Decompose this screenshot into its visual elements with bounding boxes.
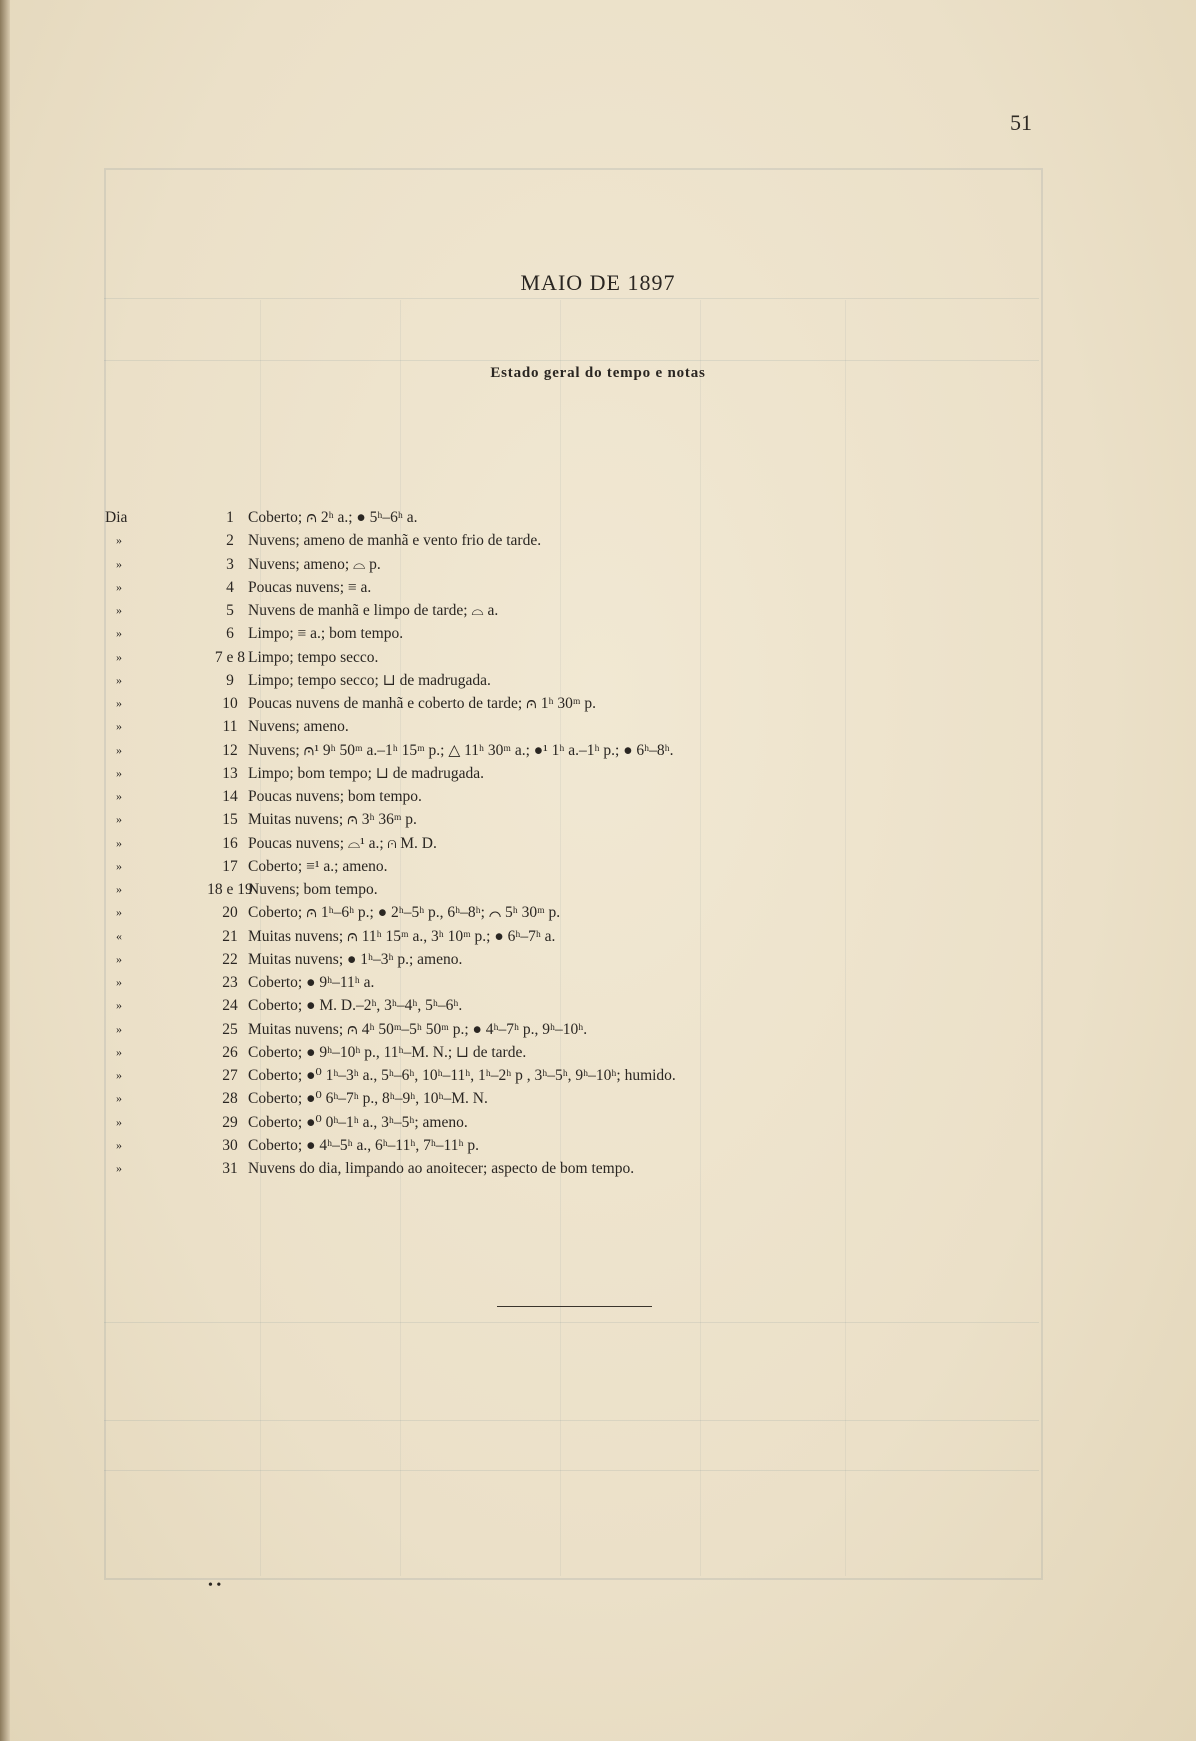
- list-item: [100, 529, 1080, 552]
- list-item: [100, 715, 1080, 738]
- ditto-mark: »: [116, 649, 122, 664]
- day-number: 9: [226, 671, 234, 689]
- weather-note: Nuvens; ameno; ⌓ p.: [248, 555, 381, 573]
- day-number: 22: [222, 950, 238, 968]
- weather-note: Coberto; ⩀ 2ʰ a.; ● 5ʰ–6ʰ a.: [248, 509, 418, 526]
- ditto-mark: »: [116, 905, 122, 920]
- ditto-mark: »: [116, 603, 122, 617]
- ditto-mark: »: [116, 719, 122, 734]
- list-item: [100, 901, 1080, 924]
- list-item: [100, 576, 1080, 599]
- weather-note: Nuvens; ⩀¹ 9ʰ 50ᵐ a.–1ʰ 15ᵐ p.; △ 11ʰ 30ᵐ a.; ●¹ 1ʰ a.–1ʰ p.; ● 6ʰ–8ʰ.: [248, 741, 674, 759]
- list-item: [100, 1041, 1080, 1064]
- weather-note: Nuvens de manhã e limpo de tarde; ⌓ a.: [248, 602, 499, 619]
- weather-note: Limpo; bom tempo; ⊔ de madrugada.: [248, 764, 484, 782]
- day-number: 16: [222, 834, 238, 852]
- list-item: [100, 692, 1080, 715]
- weather-note: Nuvens; ameno.: [248, 718, 349, 736]
- day-number: 5: [226, 602, 234, 619]
- list-item: [100, 1064, 1080, 1087]
- list-item: [100, 994, 1080, 1017]
- ditto-mark: »: [116, 858, 122, 873]
- list-item: [100, 506, 1080, 529]
- day-number: 10: [222, 695, 238, 712]
- day-number: 27: [222, 1067, 238, 1084]
- list-item: [100, 739, 1080, 762]
- show-through-rule: [104, 1470, 1039, 1471]
- weather-note: Limpo; tempo secco; ⊔ de madrugada.: [248, 671, 491, 689]
- weather-note: Limpo; tempo secco.: [248, 648, 379, 666]
- weather-note: Muitas nuvens; ⩀ 4ʰ 50ᵐ–5ʰ 50ᵐ p.; ● 4ʰ–7ʰ p., 9ʰ–10ʰ.: [248, 1020, 588, 1038]
- list-item: [100, 808, 1080, 831]
- closing-rule: [497, 1306, 652, 1307]
- day-number: 18 e 19: [207, 881, 253, 898]
- show-through-rule: [104, 360, 1039, 361]
- day-number: 7 e 8: [214, 648, 246, 666]
- weather-note: Limpo; ≡ a.; bom tempo.: [248, 625, 404, 643]
- ditto-mark: «: [116, 928, 122, 943]
- weather-note: Coberto; ● 9ʰ–10ʰ p., 11ʰ–M. N.; ⊔ de tarde.: [248, 1043, 527, 1061]
- weather-note: Coberto; ● 9ʰ–11ʰ a.: [248, 974, 375, 991]
- day-number: 6: [226, 625, 234, 643]
- list-item: [100, 1087, 1080, 1110]
- list-item: [100, 599, 1080, 622]
- weather-note: Poucas nuvens; ≡ a.: [248, 578, 372, 596]
- day-number: 29: [222, 1113, 238, 1131]
- ditto-mark: »: [116, 579, 122, 594]
- day-number: 24: [222, 997, 238, 1015]
- weather-note: Nuvens; ameno de manhã e vento frio de tarde.: [248, 532, 542, 550]
- list-item: [100, 855, 1080, 878]
- ditto-mark: »: [116, 812, 122, 827]
- ditto-mark: »: [116, 1068, 122, 1082]
- ditto-mark: »: [116, 975, 122, 989]
- day-number: 11: [222, 718, 238, 736]
- ditto-mark: »: [116, 742, 122, 757]
- day-number: 30: [222, 1136, 238, 1154]
- ditto-mark: »: [116, 882, 122, 896]
- ditto-mark: »: [116, 951, 122, 966]
- day-number: 15: [222, 811, 238, 829]
- day-number: 3: [226, 555, 234, 573]
- ditto-mark: »: [116, 835, 122, 850]
- weather-note: Coberto; ● M. D.–2ʰ, 3ʰ–4ʰ, 5ʰ–6ʰ.: [248, 997, 463, 1015]
- ditto-mark: »: [116, 533, 122, 548]
- show-through-rule: [104, 1322, 1039, 1323]
- day-number: 12: [222, 741, 238, 759]
- weather-note: Muitas nuvens; ⩀ 3ʰ 36ᵐ p.: [248, 811, 417, 829]
- list-item: [100, 1018, 1080, 1041]
- list-item: [100, 785, 1080, 808]
- day-number: 25: [222, 1020, 238, 1038]
- day-number: 28: [222, 1090, 238, 1108]
- day-number: 20: [222, 904, 238, 922]
- show-through-rule: [104, 1420, 1039, 1421]
- list-item: [100, 553, 1080, 576]
- day-number: 31: [222, 1160, 238, 1177]
- day-number: 17: [222, 857, 238, 875]
- list-item: [100, 1111, 1080, 1134]
- ditto-mark: »: [116, 626, 122, 641]
- day-number: 1: [226, 509, 234, 526]
- ditto-mark: »: [116, 1161, 122, 1175]
- ditto-mark: »: [116, 789, 122, 803]
- ditto-mark: »: [116, 556, 122, 571]
- ditto-mark: »: [116, 998, 122, 1013]
- list-item: [100, 948, 1080, 971]
- ditto-mark: »: [116, 672, 122, 687]
- list-item: [100, 622, 1080, 645]
- weather-note: Coberto; ≡¹ a.; ameno.: [248, 857, 388, 875]
- ditto-mark: »: [116, 1137, 122, 1152]
- weather-note: Poucas nuvens; bom tempo.: [248, 788, 422, 805]
- day-number: 26: [222, 1043, 238, 1061]
- day-number: 23: [222, 974, 238, 991]
- day-number: 14: [222, 788, 238, 805]
- list-item: [100, 762, 1080, 785]
- ditto-mark: »: [116, 1021, 122, 1036]
- book-spine-edge: [0, 0, 10, 1741]
- weather-note: Muitas nuvens; ⩀ 11ʰ 15ᵐ a., 3ʰ 10ᵐ p.; ● 6ʰ–7ʰ a.: [248, 927, 556, 945]
- weather-note: Coberto; ●⁰ 1ʰ–3ʰ a., 5ʰ–6ʰ, 10ʰ–11ʰ, 1ʰ–2ʰ p , 3ʰ–5ʰ, 9ʰ–10ʰ; humido.: [248, 1067, 676, 1084]
- day-number: 4: [226, 578, 234, 596]
- show-through-rule: [104, 298, 1039, 299]
- weather-note: Nuvens; bom tempo.: [248, 881, 378, 898]
- weather-note: Nuvens do dia, limpando ao anoitecer; aspecto de bom tempo.: [248, 1160, 635, 1177]
- list-item: [100, 925, 1080, 948]
- ditto-mark: »: [116, 1114, 122, 1129]
- weather-note: Coberto; ● 4ʰ–5ʰ a., 6ʰ–11ʰ, 7ʰ–11ʰ p.: [248, 1136, 479, 1154]
- list-item: [100, 878, 1080, 901]
- weather-note: Coberto; ⩀ 1ʰ–6ʰ p.; ● 2ʰ–5ʰ p., 6ʰ–8ʰ; ⌒ 5ʰ 30ᵐ p.: [248, 904, 561, 922]
- list-item: [100, 1134, 1080, 1157]
- weather-note: Muitas nuvens; ● 1ʰ–3ʰ p.; ameno.: [248, 950, 463, 968]
- weather-note: Poucas nuvens de manhã e coberto de tarde; ⩀ 1ʰ 30ᵐ p.: [248, 695, 596, 712]
- list-item: [100, 971, 1080, 994]
- day-number: 21: [222, 927, 238, 945]
- day-number: 2: [226, 532, 234, 550]
- section-subtitle: Estado geral do tempo e notas: [490, 365, 706, 381]
- weather-note: Coberto; ●⁰ 6ʰ–7ʰ p., 8ʰ–9ʰ, 10ʰ–M. N.: [248, 1090, 488, 1108]
- weather-notes-list: [100, 506, 1080, 1180]
- list-item: [100, 1157, 1080, 1180]
- ditto-mark: »: [116, 765, 122, 780]
- page-number: 51: [1010, 110, 1032, 135]
- list-item: [100, 669, 1080, 692]
- ditto-mark: »: [116, 1044, 122, 1059]
- weather-note: Poucas nuvens; ⌓¹ a.; ⩀ M. D.: [248, 834, 437, 852]
- page-title: MAIO DE 1897: [520, 270, 676, 295]
- dia-label: Dia: [105, 509, 128, 526]
- footer-marks: • •: [208, 1578, 222, 1593]
- list-item: [100, 646, 1080, 669]
- day-number: 13: [222, 764, 238, 782]
- ditto-mark: »: [116, 696, 122, 710]
- weather-note: Coberto; ●⁰ 0ʰ–1ʰ a., 3ʰ–5ʰ; ameno.: [248, 1113, 468, 1131]
- list-item: [100, 832, 1080, 855]
- ditto-mark: »: [116, 1091, 122, 1106]
